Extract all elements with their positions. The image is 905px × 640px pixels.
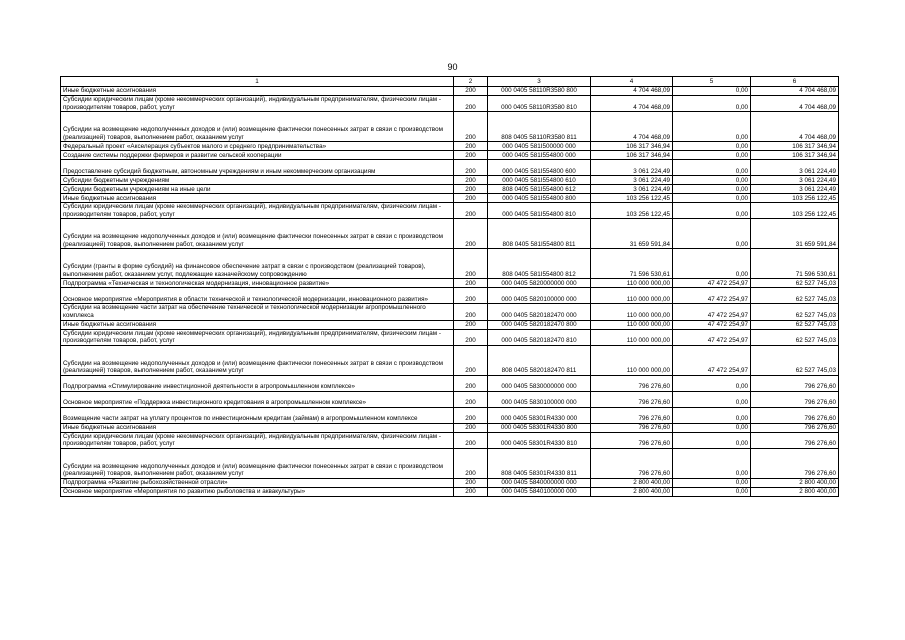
table-row <box>61 375 839 391</box>
row-classification-code-cell: 000 0405 58301R4330 000 <box>488 407 591 423</box>
row-classification-code-cell: 000 0405 581I554800 810 <box>488 203 591 219</box>
row-name-cell: Субсидии юридическим лицам (кроме некоммерческих организаций), индивидуальным предпринимателям, физическим лицам - производителям товаров, работ, услуг <box>61 432 454 448</box>
row-admin-code-cell: 200 <box>454 160 488 176</box>
row-name-cell: Основное мероприятие «Мероприятия по развитию рыболовства и аквакультуры» <box>61 487 454 496</box>
table-header-row <box>61 77 839 87</box>
row-amount-change-cell: 47 472 254,97 <box>673 288 751 304</box>
row-admin-code-cell: 200 <box>454 391 488 407</box>
row-amount-change-cell: 47 472 254,97 <box>673 304 751 320</box>
row-name-cell: Субсидии юридическим лицам (кроме некоммерческих организаций), индивидуальным предпринимателям, физическим лицам - производителям товаров, работ, услуг <box>61 96 454 112</box>
row-amount-approved-cell: 71 596 530,61 <box>591 249 673 279</box>
row-amount-change-cell: 0,00 <box>673 249 751 279</box>
row-name-cell: Иные бюджетные ассигнования <box>61 87 454 96</box>
row-amount-total-cell: 103 256 122,45 <box>751 203 839 219</box>
table-row <box>61 304 839 320</box>
row-name-cell: Федеральный проект «Акселерация субъектов малого и среднего предпринимательства» <box>61 142 454 151</box>
row-classification-code-cell: 808 0405 5820182470 811 <box>488 345 591 375</box>
row-amount-approved-cell: 796 276,60 <box>591 448 673 478</box>
column-header: 4 <box>591 77 673 87</box>
table-row <box>61 87 839 96</box>
row-amount-total-cell: 4 704 468,09 <box>751 96 839 112</box>
row-amount-change-cell: 0,00 <box>673 176 751 185</box>
row-admin-code-cell: 200 <box>454 176 488 185</box>
row-classification-code-cell: 000 0405 581I500000 000 <box>488 142 591 151</box>
row-name-cell: Создание системы поддержки фермеров и развитие сельской кооперации <box>61 151 454 160</box>
row-amount-approved-cell: 110 000 000,00 <box>591 345 673 375</box>
row-name-cell: Подпрограмма «Развитие рыбохозяйственной отрасли» <box>61 478 454 487</box>
row-classification-code-cell: 000 0405 5830100000 000 <box>488 391 591 407</box>
table-row <box>61 391 839 407</box>
row-amount-change-cell: 0,00 <box>673 407 751 423</box>
row-admin-code-cell: 200 <box>454 304 488 320</box>
row-classification-code-cell: 000 0405 581I554800 800 <box>488 194 591 203</box>
column-header: 6 <box>751 77 839 87</box>
budget-table <box>60 76 839 497</box>
table-row <box>61 185 839 194</box>
row-name-cell: Иные бюджетные ассигнования <box>61 423 454 432</box>
row-amount-total-cell: 796 276,60 <box>751 448 839 478</box>
row-amount-approved-cell: 2 800 400,00 <box>591 478 673 487</box>
row-name-cell: Субсидии на возмещение недополученных доходов и (или) возмещение фактически понесенных затрат в связи с производством (реализацией) товаров, выполнением работ, оказанием услуг <box>61 112 454 142</box>
row-amount-approved-cell: 103 256 122,45 <box>591 194 673 203</box>
row-amount-approved-cell: 31 659 591,84 <box>591 219 673 249</box>
table-row <box>61 478 839 487</box>
row-amount-approved-cell: 796 276,60 <box>591 432 673 448</box>
row-classification-code-cell: 000 0405 5820182470 000 <box>488 304 591 320</box>
row-classification-code-cell: 808 0405 58110R3580 811 <box>488 112 591 142</box>
row-admin-code-cell: 200 <box>454 185 488 194</box>
row-amount-total-cell: 62 527 745,03 <box>751 304 839 320</box>
row-amount-approved-cell: 3 061 224,49 <box>591 185 673 194</box>
row-name-cell: Основное мероприятие «Поддержка инвестиционного кредитования в агропромышленном комплексе» <box>61 391 454 407</box>
row-amount-total-cell: 106 317 346,94 <box>751 142 839 151</box>
row-amount-total-cell: 103 256 122,45 <box>751 194 839 203</box>
row-name-cell: Субсидии бюджетным учреждениям <box>61 176 454 185</box>
row-amount-approved-cell: 796 276,60 <box>591 407 673 423</box>
row-classification-code-cell: 000 0405 5840000000 000 <box>488 478 591 487</box>
row-amount-total-cell: 4 704 468,09 <box>751 87 839 96</box>
row-classification-code-cell: 808 0405 581I554800 811 <box>488 219 591 249</box>
row-name-cell: Субсидии на возмещение недополученных доходов и (или) возмещение фактически понесенных затрат в связи с производством (реализацией) товаров, выполнением работ, оказанием услуг <box>61 345 454 375</box>
row-amount-change-cell: 0,00 <box>673 142 751 151</box>
row-classification-code-cell: 000 0405 5840100000 000 <box>488 487 591 496</box>
row-classification-code-cell: 000 0405 581I554800 000 <box>488 151 591 160</box>
row-amount-approved-cell: 4 704 468,09 <box>591 112 673 142</box>
row-amount-total-cell: 3 061 224,49 <box>751 185 839 194</box>
row-amount-total-cell: 796 276,60 <box>751 423 839 432</box>
row-admin-code-cell: 200 <box>454 279 488 288</box>
table-row <box>61 176 839 185</box>
row-amount-total-cell: 3 061 224,49 <box>751 160 839 176</box>
row-amount-total-cell: 62 527 745,03 <box>751 320 839 329</box>
table-row <box>61 320 839 329</box>
row-name-cell: Возмещение части затрат на уплату процентов по инвестиционным кредитам (займам) в агропромышленном комплексе <box>61 407 454 423</box>
row-name-cell: Предоставление субсидий бюджетным, автономным учреждениям и иным некоммерческим организациям <box>61 160 454 176</box>
row-amount-change-cell: 0,00 <box>673 194 751 203</box>
table-row <box>61 407 839 423</box>
row-classification-code-cell: 000 0405 581I554800 610 <box>488 176 591 185</box>
row-name-cell: Субсидии (гранты в форме субсидий) на финансовое обеспечение затрат в связи с производством (реализацией товаров), выполнением работ, оказанием услуг, подлежащие казначейскому сопровождению <box>61 249 454 279</box>
row-admin-code-cell: 200 <box>454 288 488 304</box>
row-amount-change-cell: 0,00 <box>673 185 751 194</box>
row-name-cell: Подпрограмма «Стимулирование инвестиционной деятельности в агропромышленном комплексе» <box>61 375 454 391</box>
row-amount-approved-cell: 110 000 000,00 <box>591 329 673 345</box>
row-amount-total-cell: 62 527 745,03 <box>751 329 839 345</box>
table-row <box>61 329 839 345</box>
row-classification-code-cell: 808 0405 581I554800 612 <box>488 185 591 194</box>
row-admin-code-cell: 200 <box>454 112 488 142</box>
row-amount-approved-cell: 106 317 346,94 <box>591 151 673 160</box>
row-amount-change-cell: 0,00 <box>673 432 751 448</box>
row-amount-change-cell: 0,00 <box>673 375 751 391</box>
row-admin-code-cell: 200 <box>454 320 488 329</box>
row-admin-code-cell: 200 <box>454 142 488 151</box>
row-amount-total-cell: 62 527 745,03 <box>751 345 839 375</box>
table-row <box>61 249 839 279</box>
row-admin-code-cell: 200 <box>454 448 488 478</box>
row-classification-code-cell: 000 0405 58110R3580 810 <box>488 96 591 112</box>
row-name-cell: Иные бюджетные ассигнования <box>61 194 454 203</box>
table-row <box>61 96 839 112</box>
row-amount-approved-cell: 106 317 346,94 <box>591 142 673 151</box>
row-amount-change-cell: 47 472 254,97 <box>673 279 751 288</box>
row-amount-total-cell: 796 276,60 <box>751 391 839 407</box>
row-admin-code-cell: 200 <box>454 203 488 219</box>
row-admin-code-cell: 200 <box>454 219 488 249</box>
table-row <box>61 219 839 249</box>
row-amount-change-cell: 0,00 <box>673 487 751 496</box>
row-amount-change-cell: 47 472 254,97 <box>673 345 751 375</box>
row-name-cell: Субсидии на возмещение недополученных доходов и (или) возмещение фактически понесенных затрат в связи с производством (реализацией) товаров, выполнением работ, оказанием услуг <box>61 448 454 478</box>
row-admin-code-cell: 200 <box>454 407 488 423</box>
row-amount-total-cell: 2 800 400,00 <box>751 478 839 487</box>
row-amount-total-cell: 62 527 745,03 <box>751 288 839 304</box>
row-name-cell: Субсидии юридическим лицам (кроме некоммерческих организаций), индивидуальным предпринимателям, физическим лицам - производителям товаров, работ, услуг <box>61 203 454 219</box>
row-amount-approved-cell: 796 276,60 <box>591 423 673 432</box>
row-amount-change-cell: 0,00 <box>673 478 751 487</box>
row-name-cell: Субсидии бюджетным учреждениям на иные цели <box>61 185 454 194</box>
table-row <box>61 345 839 375</box>
row-classification-code-cell: 000 0405 58301R4330 800 <box>488 423 591 432</box>
row-amount-change-cell: 0,00 <box>673 112 751 142</box>
row-amount-approved-cell: 3 061 224,49 <box>591 160 673 176</box>
row-amount-total-cell: 31 659 591,84 <box>751 219 839 249</box>
row-admin-code-cell: 200 <box>454 151 488 160</box>
row-admin-code-cell: 200 <box>454 487 488 496</box>
row-classification-code-cell: 000 0405 5820182470 800 <box>488 320 591 329</box>
row-name-cell: Субсидии на возмещение недополученных доходов и (или) возмещение фактически понесенных затрат в связи с производством (реализацией) товаров, выполнением работ, оказанием услуг <box>61 219 454 249</box>
column-header: 3 <box>488 77 591 87</box>
row-amount-approved-cell: 110 000 000,00 <box>591 279 673 288</box>
row-amount-approved-cell: 103 256 122,45 <box>591 203 673 219</box>
row-classification-code-cell: 000 0405 5820182470 810 <box>488 329 591 345</box>
row-name-cell: Иные бюджетные ассигнования <box>61 320 454 329</box>
row-amount-change-cell: 47 472 254,97 <box>673 320 751 329</box>
row-classification-code-cell: 000 0405 5820100000 000 <box>488 288 591 304</box>
row-amount-total-cell: 2 800 400,00 <box>751 487 839 496</box>
row-amount-total-cell: 62 527 745,03 <box>751 279 839 288</box>
row-admin-code-cell: 200 <box>454 423 488 432</box>
table-row <box>61 194 839 203</box>
page-number: 90 <box>447 62 458 72</box>
row-classification-code-cell: 000 0405 5820000000 000 <box>488 279 591 288</box>
row-amount-total-cell: 4 704 468,09 <box>751 112 839 142</box>
row-name-cell: Субсидии на возмещение части затрат на обеспечение технической и технологической модернизации агропромышленного комплекса <box>61 304 454 320</box>
table-row <box>61 160 839 176</box>
row-amount-change-cell: 0,00 <box>673 87 751 96</box>
row-admin-code-cell: 200 <box>454 87 488 96</box>
row-amount-total-cell: 796 276,60 <box>751 375 839 391</box>
table-row <box>61 423 839 432</box>
row-amount-approved-cell: 110 000 000,00 <box>591 320 673 329</box>
row-classification-code-cell: 808 0405 581I554800 812 <box>488 249 591 279</box>
table-row <box>61 448 839 478</box>
row-amount-change-cell: 0,00 <box>673 96 751 112</box>
row-amount-approved-cell: 3 061 224,49 <box>591 176 673 185</box>
row-amount-change-cell: 0,00 <box>673 448 751 478</box>
row-admin-code-cell: 200 <box>454 432 488 448</box>
row-amount-total-cell: 796 276,60 <box>751 432 839 448</box>
row-admin-code-cell: 200 <box>454 194 488 203</box>
row-classification-code-cell: 000 0405 581I554800 600 <box>488 160 591 176</box>
table-row <box>61 112 839 142</box>
row-classification-code-cell: 000 0405 5830000000 000 <box>488 375 591 391</box>
row-amount-total-cell: 106 317 346,94 <box>751 151 839 160</box>
row-amount-total-cell: 796 276,60 <box>751 407 839 423</box>
row-amount-change-cell: 0,00 <box>673 391 751 407</box>
row-amount-change-cell: 0,00 <box>673 151 751 160</box>
row-admin-code-cell: 200 <box>454 249 488 279</box>
row-amount-approved-cell: 796 276,60 <box>591 375 673 391</box>
row-admin-code-cell: 200 <box>454 478 488 487</box>
table-row <box>61 142 839 151</box>
row-amount-change-cell: 47 472 254,97 <box>673 329 751 345</box>
column-header: 5 <box>673 77 751 87</box>
table-row <box>61 487 839 496</box>
table-row <box>61 288 839 304</box>
row-name-cell: Основное мероприятие «Мероприятия в области технической и технологической модернизации, инновационного развития» <box>61 288 454 304</box>
table-row <box>61 203 839 219</box>
row-name-cell: Подпрограмма «Техническая и технологическая модернизация, инновационное развитие» <box>61 279 454 288</box>
row-amount-total-cell: 3 061 224,49 <box>751 176 839 185</box>
row-admin-code-cell: 200 <box>454 329 488 345</box>
row-admin-code-cell: 200 <box>454 375 488 391</box>
row-amount-change-cell: 0,00 <box>673 203 751 219</box>
row-amount-approved-cell: 796 276,60 <box>591 391 673 407</box>
row-classification-code-cell: 000 0405 58110R3580 800 <box>488 87 591 96</box>
column-header: 1 <box>61 77 454 87</box>
column-header: 2 <box>454 77 488 87</box>
row-admin-code-cell: 200 <box>454 96 488 112</box>
row-amount-approved-cell: 4 704 468,09 <box>591 96 673 112</box>
row-amount-approved-cell: 2 800 400,00 <box>591 487 673 496</box>
row-name-cell: Субсидии юридическим лицам (кроме некоммерческих организаций), индивидуальным предпринимателям, физическим лицам - производителям товаров, работ, услуг <box>61 329 454 345</box>
row-amount-change-cell: 0,00 <box>673 423 751 432</box>
row-classification-code-cell: 808 0405 58301R4330 811 <box>488 448 591 478</box>
table-row <box>61 151 839 160</box>
row-classification-code-cell: 000 0405 58301R4330 810 <box>488 432 591 448</box>
table-row <box>61 279 839 288</box>
row-amount-approved-cell: 110 000 000,00 <box>591 304 673 320</box>
row-admin-code-cell: 200 <box>454 345 488 375</box>
row-amount-approved-cell: 110 000 000,00 <box>591 288 673 304</box>
row-amount-change-cell: 0,00 <box>673 160 751 176</box>
row-amount-total-cell: 71 596 530,61 <box>751 249 839 279</box>
table-row <box>61 432 839 448</box>
row-amount-approved-cell: 4 704 468,09 <box>591 87 673 96</box>
row-amount-change-cell: 0,00 <box>673 219 751 249</box>
